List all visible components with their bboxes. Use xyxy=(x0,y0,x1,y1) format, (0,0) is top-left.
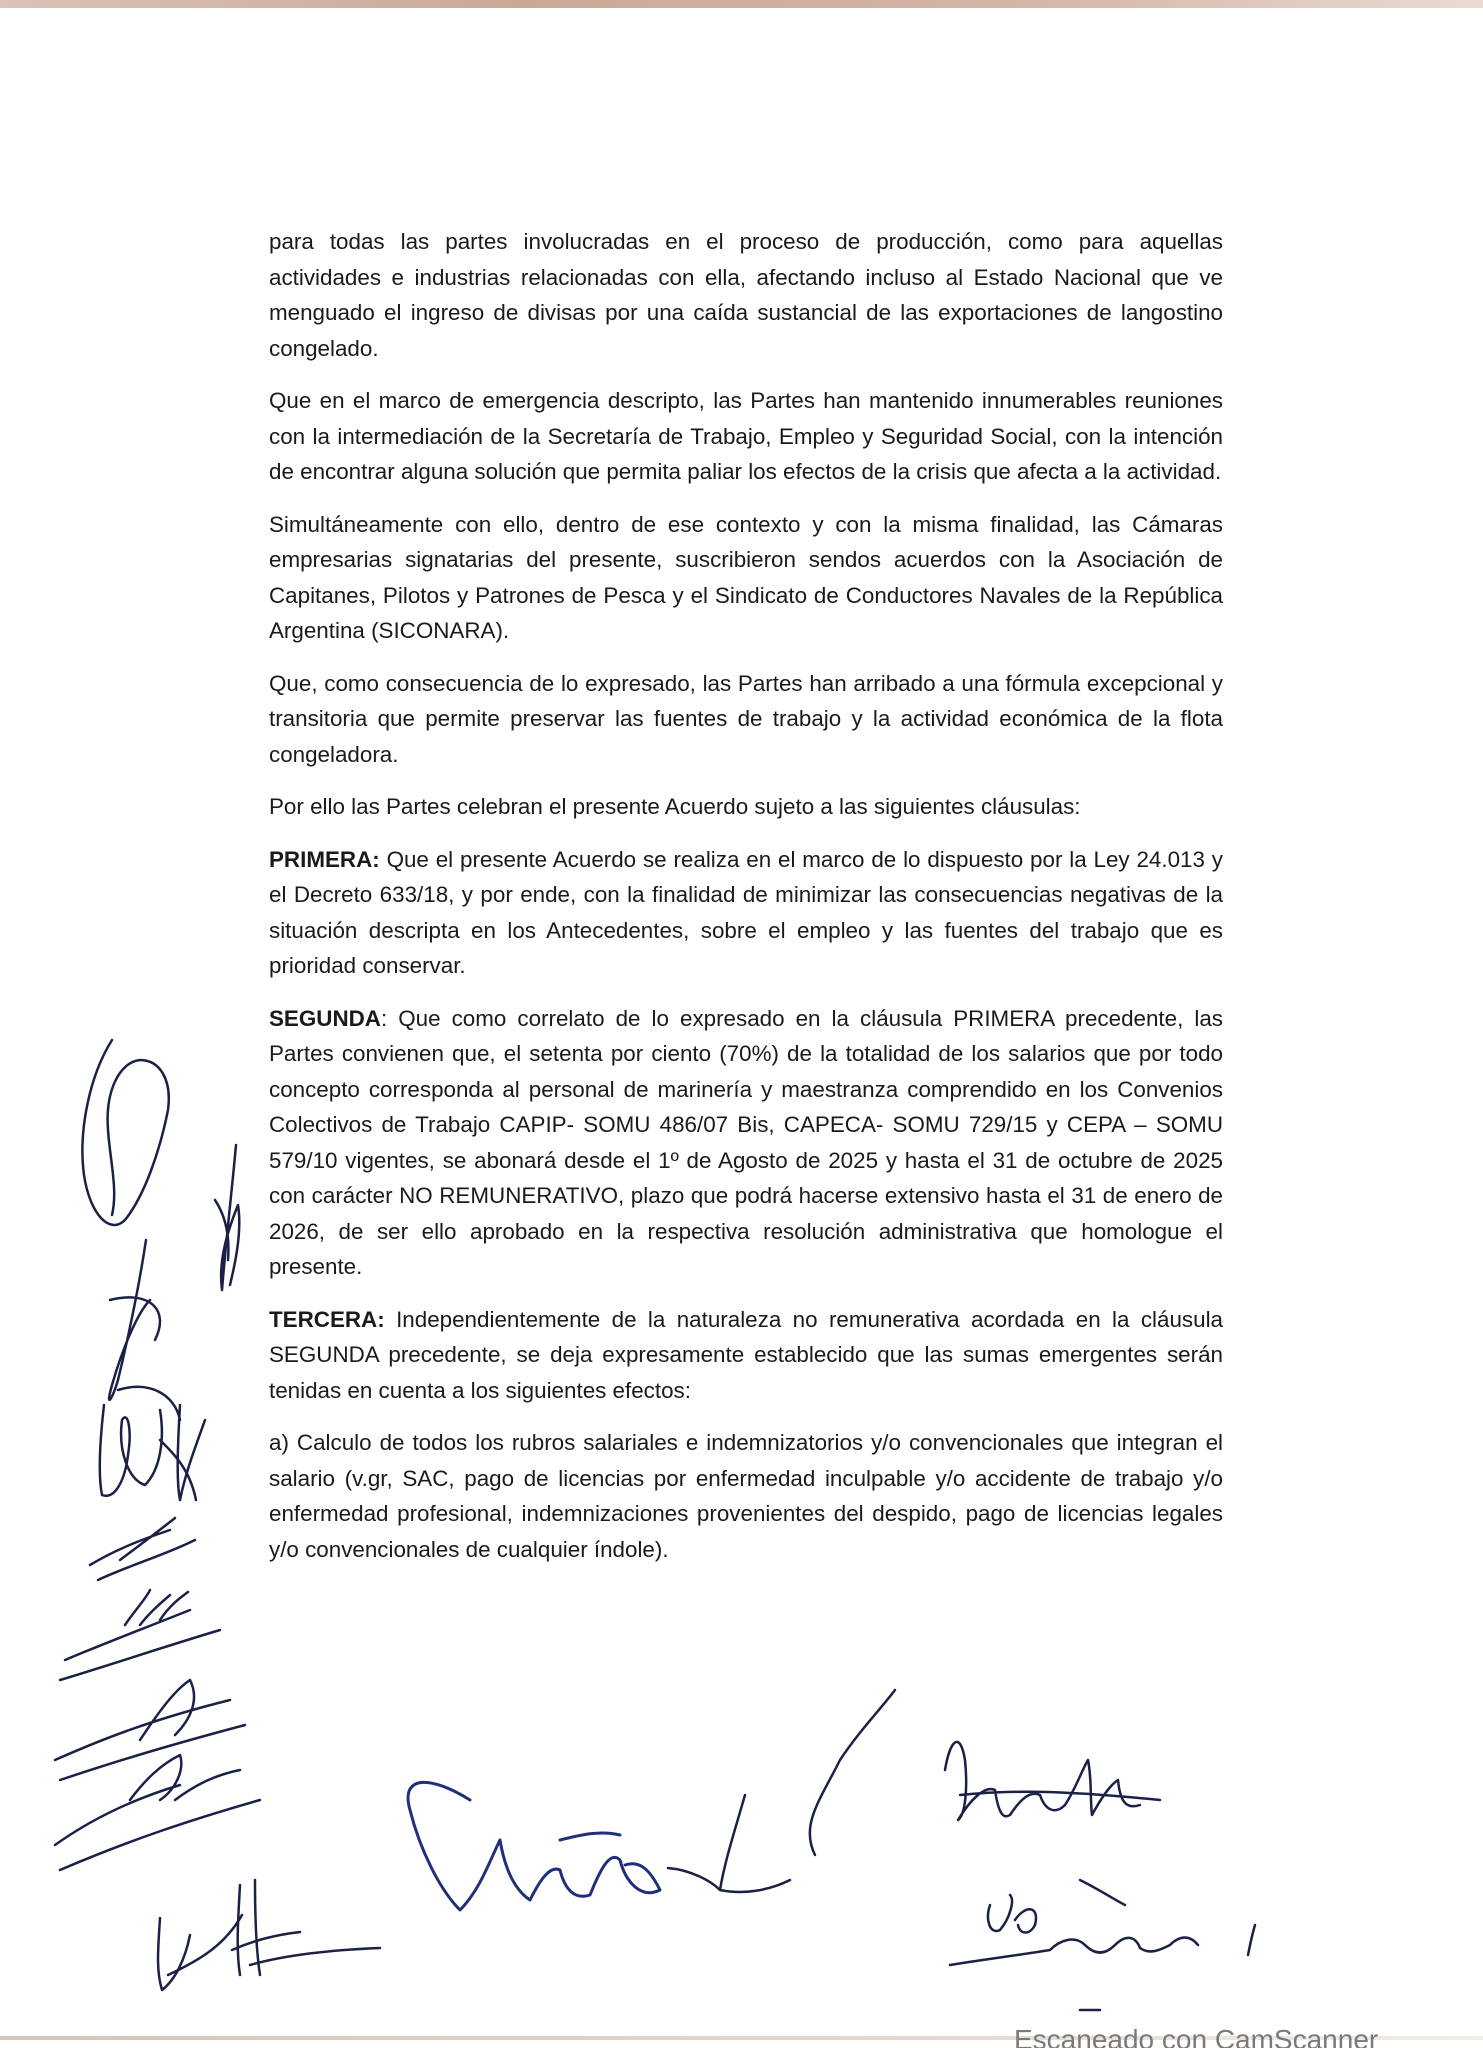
clause-tercera: TERCERA: Independientemente de la naturaleza no remunerativa acordada en la cláusula SEGUNDA precedente, se deja expresamente establecido que las sumas emergentes serán tenidas en cuenta a los siguientes efectos: xyxy=(269,1306,1223,1403)
paragraph-emergencia: Que en el marco de emergencia descripto, las Partes han mantenido innumerables reuniones con la intermediación de la Secretaría de Trabajo, Empleo y Seguridad Social, con la intención de encontrar alguna solución que permita paliar los efectos de la crisis que afecta a la actividad. xyxy=(269,388,1223,484)
signature-right-top xyxy=(945,1742,1160,1820)
signature-left-3 xyxy=(109,1240,180,1420)
signature-center xyxy=(668,1690,895,1892)
paragraph-por-ello: Por ello las Partes celebran el presente Acuerdo sujeto a las siguientes cláusulas: xyxy=(269,794,1081,819)
clause-label: SEGUNDA xyxy=(269,1005,381,1031)
signature-left-9 xyxy=(158,1880,380,1990)
document-body xyxy=(269,224,1223,1584)
signature-left-5 xyxy=(90,1518,195,1580)
signature-left-2 xyxy=(215,1145,239,1290)
clause-primera: PRIMERA: Que el presente Acuerdo se realiza en el marco de lo dispuesto por la Ley 24.013 y el Decreto 633/18, y por ende, con la finalidad de minimizar las consecuencias negativas de la situación descripta en los Antecedentes, sobre el empleo y las fuentes del trabajo que es prioridad conservar. xyxy=(269,846,1223,978)
paragraph-simultaneamente: Simultáneamente con ello, dentro de ese contexto y con la misma finalidad, las Cámaras empresarias signatarias del presente, suscribieron sendos acuerdos con la Asociación de Capitanes, Pilotos y Patrones de Pesca y el Sindicato de Conductores Navales de la República Argentina (SICONARA). xyxy=(269,511,1223,643)
clause-segunda: SEGUNDA: Que como correlato de lo expresado en la cláusula PRIMERA precedente, las Partes convienen que, el setenta por ciento (70%) de la totalidad de los salarios que por todo concepto corresponda al personal de marinería y maestranza comprendido en los Convenios Colectivos de Trabajo CAPIP- SOMU 486/07 Bis, CAPECA- SOMU 729/15 y CEPA – SOMU 579/10 vigentes, se abonará desde el 1º de Agosto de 2025 y hasta el 31 de octubre de 2025 con carácter NO REMUNERATIVO, plazo que podrá hacerse extensivo hasta el 31 de enero de 2026, de ser ello aprobado en la respectiva resolución administrativa que homologue el presente. xyxy=(269,1005,1223,1279)
page-top-edge xyxy=(0,0,1483,8)
signature-left-7 xyxy=(55,1680,245,1780)
clause-label: PRIMERA: xyxy=(269,846,380,872)
scanner-watermark: Escaneado con CamScanner xyxy=(1014,2026,1379,2048)
signature-right-bottom xyxy=(950,1880,1255,2010)
paragraph-consecuencia: Que, como consecuencia de lo expresado, las Partes han arribado a una fórmula excepcional y transitoria que permite preservar las fuentes de trabajo y la actividad económica de la flota congeladora. xyxy=(269,670,1223,767)
signature-center-left xyxy=(408,1782,660,1910)
signature-left-8 xyxy=(55,1755,260,1870)
paragraph-antecedentes-cierre: para todas las partes involucradas en el proceso de producción, como para aquellas actividades e industrias relacionadas con ella, afectando incluso al Estado Nacional que ve menguado el ingreso de divisas por una caída sustancial de las exportaciones de langostino congelado. xyxy=(269,229,1223,361)
signature-left-1 xyxy=(82,1040,168,1225)
clause-tercera-item-a: a) Calculo de todos los rubros salariales e indemnizatorios y/o convencionales que integran el salario (v.gr, SAC, pago de licencias por enfermedad inculpable y/o accidente de trabajo y/o enfermedad profesional, indemnizaciones provenientes del despido, pago de licencias legales y/o convencionales de cualquier índole). xyxy=(269,1430,1223,1562)
signature-left-4 xyxy=(100,1405,205,1500)
signature-left-6 xyxy=(60,1590,220,1680)
clause-label: TERCERA: xyxy=(269,1306,385,1332)
